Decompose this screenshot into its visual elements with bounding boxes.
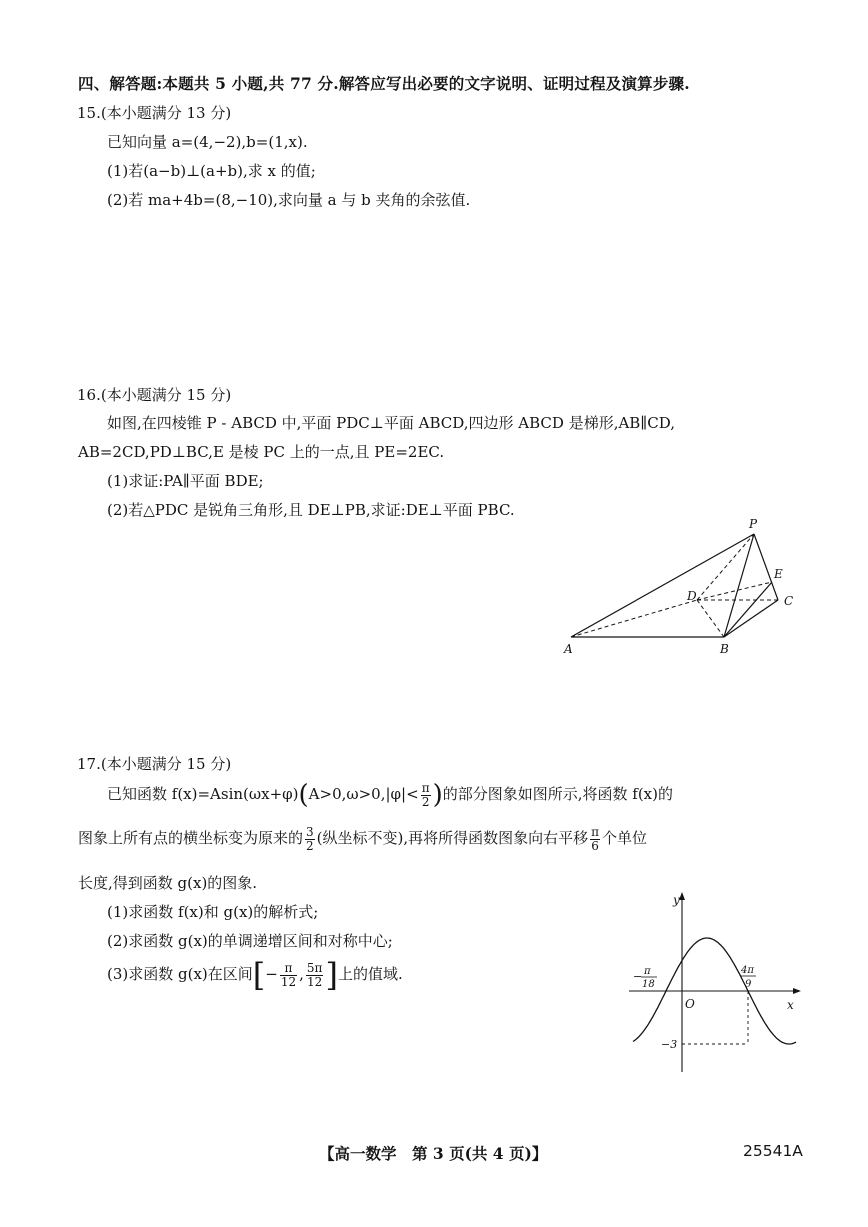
frac-5pi-over-12: $\frac{5\pi}{12}$ <box>306 960 323 989</box>
q17-line1-cond: A>0,ω>0,|φ|< <box>308 785 419 803</box>
q16-pyramid-figure <box>556 512 806 658</box>
q17-part3-b: 上的值域. <box>337 965 403 983</box>
label-e: E <box>774 567 783 581</box>
min-value-label: −3 <box>661 1038 678 1051</box>
q17-line1-b: 的部分图象如图所示,将函数 f(x)的 <box>442 785 673 803</box>
section-header: 四、解答题:本题共 5 小题,共 77 分.解答应写出必要的文字说明、证明过程及演算步骤. <box>78 74 690 93</box>
x-axis-arrow <box>793 988 801 994</box>
neg-tick-sign: − <box>633 970 643 983</box>
label-b: B <box>720 642 729 656</box>
pos-tick-num: 4π <box>741 965 754 976</box>
bracket-close: ] <box>325 956 338 994</box>
q15-part2: (2)若 ma+4b=(8,−10),求向量 a 与 b 夹角的余弦值. <box>107 191 471 209</box>
x-axis-label: x <box>787 998 794 1012</box>
q17-line3: 长度,得到函数 g(x)的图象. <box>78 874 258 892</box>
footer-title: 【高一数学 第 3 页(共 4 页)】 <box>319 1144 548 1163</box>
bracket-open: [ <box>252 956 266 994</box>
label-p: P <box>749 517 758 531</box>
q16-part2: (2)若△PDC 是锐角三角形,且 DE⊥PB,求证:DE⊥平面 PBC. <box>107 501 515 519</box>
q16-line1: 如图,在四棱锥 P - ABCD 中,平面 PDC⊥平面 ABCD,四边形 ABCD 是梯形,AB∥CD, <box>107 414 675 432</box>
label-d: D <box>687 589 697 603</box>
footer-code: 25541A <box>743 1142 803 1160</box>
paren-close: ) <box>432 780 443 810</box>
q15-line1: 已知向量 a=(4,−2),b=(1,x). <box>107 133 308 151</box>
frac-pi-over-12: $\frac{\pi}{12}$ <box>280 960 297 989</box>
q15-part1: (1)若(a−b)⊥(a+b),求 x 的值; <box>107 162 316 180</box>
pos-tick-den: 9 <box>745 979 752 990</box>
paren-open: ( <box>298 780 309 810</box>
q15-title: 15.(本小题满分 13 分) <box>77 104 232 122</box>
label-c: C <box>784 594 794 608</box>
q17-line1-a: 已知函数 f(x)=Asin(ωx+φ) <box>107 785 299 803</box>
q17-sine-graph <box>615 890 805 1076</box>
q16-line2: AB=2CD,PD⊥BC,E 是棱 PC 上的一点,且 PE=2EC. <box>78 443 445 461</box>
frac-pi-over-6: $\frac{\pi}{6}$ <box>591 824 600 853</box>
q16-title: 16.(本小题满分 15 分) <box>77 386 232 404</box>
q17-line1 <box>107 779 673 809</box>
neg-tick-den: 18 <box>642 979 655 990</box>
q17-part1: (1)求函数 f(x)和 g(x)的解析式; <box>107 903 319 921</box>
frac-3-over-2: $\frac{3}{2}$ <box>306 824 314 853</box>
y-axis-label: y <box>673 893 680 907</box>
q17-line2-c: 个单位 <box>602 829 648 847</box>
q17-line2 <box>78 823 647 853</box>
q17-part2: (2)求函数 g(x)的单调递增区间和对称中心; <box>107 932 393 950</box>
neg-tick-num: π <box>644 966 651 977</box>
q17-line2-b: (纵坐标不变),再将所得函数图象向右平移 <box>316 829 589 847</box>
q17-part3-a: (3)求函数 g(x)在区间 <box>107 965 253 983</box>
interval-left-sign: − <box>265 965 278 983</box>
y-axis-arrow <box>679 892 685 900</box>
frac-pi-over-2: $\frac{\pi}{2}$ <box>421 780 430 809</box>
q16-part1: (1)求证:PA∥平面 BDE; <box>107 472 264 490</box>
origin-label: O <box>685 997 695 1011</box>
q17-title: 17.(本小题满分 15 分) <box>77 755 232 773</box>
q17-part3: (3)求函数 g(x)在区间[− $\frac{\pi}{12}$ , $\frac{5\pi}{12}$ ]上的值域. <box>107 956 403 994</box>
q17-line2-a: 图象上所有点的横坐标变为原来的 <box>78 829 304 847</box>
label-a: A <box>564 642 573 656</box>
